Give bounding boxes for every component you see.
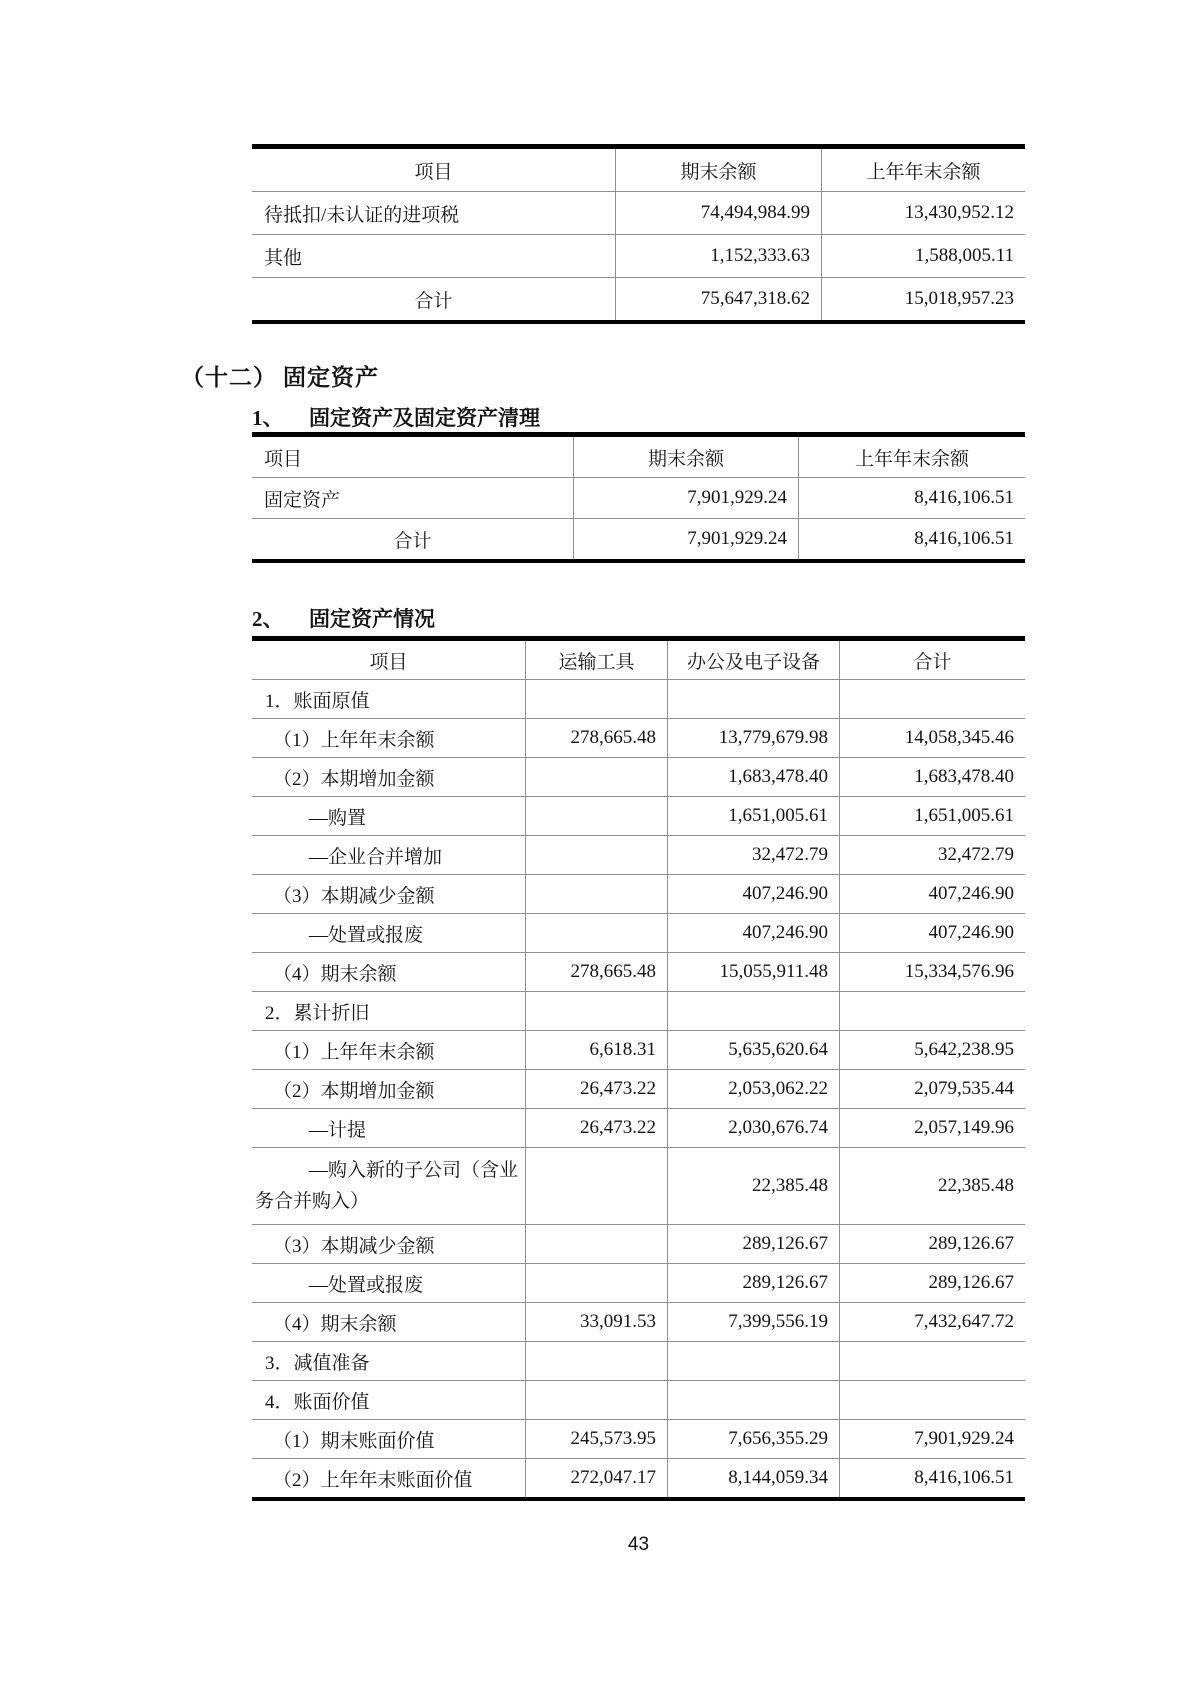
column-header: 期末余额 [615,149,821,191]
cell-value: 2,053,062.22 [667,1070,839,1108]
cell-value: 32,472.79 [667,836,839,874]
section-number: （十二） [181,365,277,390]
row-label: （2）本期增加金额 [273,768,435,790]
cell-value: 5,635,620.64 [667,1031,839,1069]
table-row [252,1381,1025,1420]
cell-value: 26,473.22 [525,1070,667,1108]
table-row [252,680,1025,719]
header-row [252,149,1025,192]
table-row [252,1459,1025,1497]
cell-value: 289,126.67 [839,1264,1025,1302]
cell-value [525,875,667,913]
subsection-number: 2、 [252,607,284,631]
column-header: 项目 [264,448,303,470]
cell-value: 2,079,535.44 [839,1070,1025,1108]
cell-value: 2,030,676.74 [667,1109,839,1147]
cell-value: 407,246.90 [667,875,839,913]
table-row [252,875,1025,914]
cell-value: 7,399,556.19 [667,1303,839,1341]
column-header: 运输工具 [525,641,667,679]
row-label: （3）本期减少金额 [273,885,435,907]
cell-value: 22,385.48 [839,1148,1025,1224]
cell-value: 7,901,929.24 [839,1420,1025,1458]
cell-value: 8,416,106.51 [839,1459,1025,1497]
table-row [252,992,1025,1031]
table-row [252,719,1025,758]
cell-value: 15,018,957.23 [821,278,1025,320]
cell-value: 5,642,238.95 [839,1031,1025,1069]
table-row [252,1342,1025,1381]
row-label: （2）本期增加金额 [273,1080,435,1102]
column-header: 上年年末余额 [798,437,1025,477]
subsection-title: 固定资产情况 [309,607,435,631]
cell-value: 75,647,318.62 [615,278,821,320]
row-label: —企业合并增加 [309,846,443,868]
fixed-assets-detail-table [252,636,1025,1501]
row-label-line: 务合并购入） [255,1191,370,1212]
cell-value: 407,246.90 [839,875,1025,913]
subsection-title: 固定资产及固定资产清理 [309,406,540,430]
table-row [252,1225,1025,1264]
table-row [252,953,1025,992]
cell-value [525,1264,667,1302]
table-row [252,1070,1025,1109]
cell-value [525,836,667,874]
cell-value: 6,618.31 [525,1031,667,1069]
cell-value: 245,573.95 [525,1420,667,1458]
cell-value: 15,334,576.96 [839,953,1025,991]
table-row [252,758,1025,797]
cell-value: 1,651,005.61 [839,797,1025,835]
table-row [252,478,1025,519]
table-row [252,1420,1025,1459]
fixed-assets-summary-table [252,432,1025,563]
cell-value [667,1342,839,1380]
table-row [252,836,1025,875]
cell-value: 22,385.48 [667,1148,839,1224]
cell-value [525,680,667,718]
cell-value: 7,656,355.29 [667,1420,839,1458]
row-label: 待抵扣/未认证的进项税 [264,204,460,226]
cell-value: 15,055,911.48 [667,953,839,991]
column-header: 项目 [369,651,408,673]
row-label: （1）上年年末余额 [273,1041,435,1063]
cell-value [525,758,667,796]
cell-value [525,914,667,952]
section-heading-fixed-assets [181,363,379,393]
row-label: （1）上年年末余额 [273,729,435,751]
cell-value: 1,651,005.61 [667,797,839,835]
table-row [252,1148,1025,1225]
column-header: 项目 [414,161,453,183]
row-label: （4）期末余额 [273,963,397,985]
table-row [252,797,1025,836]
row-label: 其他 [264,247,303,269]
cell-value [839,1381,1025,1419]
cell-value: 407,246.90 [667,914,839,952]
cell-value: 2,057,149.96 [839,1109,1025,1147]
table-row [252,1303,1025,1342]
column-header: 期末余额 [573,437,798,477]
row-label: 合计 [414,290,453,312]
cell-value [525,1381,667,1419]
cell-value: 1,683,478.40 [667,758,839,796]
row-label: —处置或报废 [309,1274,424,1296]
cell-value: 33,091.53 [525,1303,667,1341]
cell-value: 7,901,929.24 [573,519,798,559]
cell-value [667,992,839,1030]
cell-value: 289,126.67 [667,1264,839,1302]
cell-value [667,1381,839,1419]
row-label: 合计 [393,530,432,552]
table-row [252,235,1025,278]
cell-value: 278,665.48 [525,953,667,991]
row-label [252,1148,525,1224]
row-label: 固定资产 [264,489,341,511]
table-row [252,1264,1025,1303]
cell-value [839,992,1025,1030]
cell-value [525,1342,667,1380]
cell-value [525,992,667,1030]
cell-value: 7,432,647.72 [839,1303,1025,1341]
page-number: 43 [627,1534,650,1555]
cell-value: 1,683,478.40 [839,758,1025,796]
cell-value: 14,058,345.46 [839,719,1025,757]
header-row [252,437,1025,478]
cell-value: 272,047.17 [525,1459,667,1497]
row-label: 3．减值准备 [265,1352,370,1374]
vat-table [252,144,1025,324]
table-row [252,278,1025,320]
cell-value: 8,416,106.51 [798,478,1025,518]
cell-value: 1,588,005.11 [821,235,1025,277]
cell-value: 7,901,929.24 [573,478,798,518]
row-label: 4．账面价值 [265,1391,370,1413]
cell-value: 407,246.90 [839,914,1025,952]
table-row [252,1109,1025,1148]
cell-value: 32,472.79 [839,836,1025,874]
row-label: —计提 [309,1119,367,1141]
cell-value [839,680,1025,718]
cell-value: 278,665.48 [525,719,667,757]
table-row [252,914,1025,953]
cell-value: 1,152,333.63 [615,235,821,277]
row-label: （3）本期减少金额 [273,1235,435,1257]
cell-value: 289,126.67 [839,1225,1025,1263]
section-title: 固定资产 [283,365,379,390]
cell-value: 13,430,952.12 [821,192,1025,234]
cell-value [839,1342,1025,1380]
row-label: 1．账面原值 [265,690,370,712]
row-label: —购置 [309,807,367,829]
cell-value: 8,144,059.34 [667,1459,839,1497]
table-row [252,192,1025,235]
header-row [252,641,1025,680]
row-label: （4）期末余额 [273,1313,397,1335]
row-label-line: —购入新的子公司（含业 [309,1160,519,1181]
table-row [252,519,1025,559]
cell-value [667,680,839,718]
cell-value: 289,126.67 [667,1225,839,1263]
subsection-number: 1、 [252,406,284,430]
table-row [252,1031,1025,1070]
subsection-heading-fixed-assets-detail [252,605,435,633]
row-label: （1）期末账面价值 [273,1430,435,1452]
column-header: 合计 [839,641,1025,679]
cell-value [525,1148,667,1224]
cell-value: 26,473.22 [525,1109,667,1147]
cell-value [525,1225,667,1263]
cell-value: 74,494,984.99 [615,192,821,234]
column-header: 上年年末余额 [821,149,1025,191]
cell-value: 8,416,106.51 [798,519,1025,559]
row-label: （2）上年年末账面价值 [273,1469,473,1491]
row-label: —处置或报废 [309,924,424,946]
cell-value [525,797,667,835]
subsection-heading-fixed-assets-summary [252,404,540,432]
row-label: 2．累计折旧 [265,1002,370,1024]
cell-value: 13,779,679.98 [667,719,839,757]
column-header: 办公及电子设备 [667,641,839,679]
